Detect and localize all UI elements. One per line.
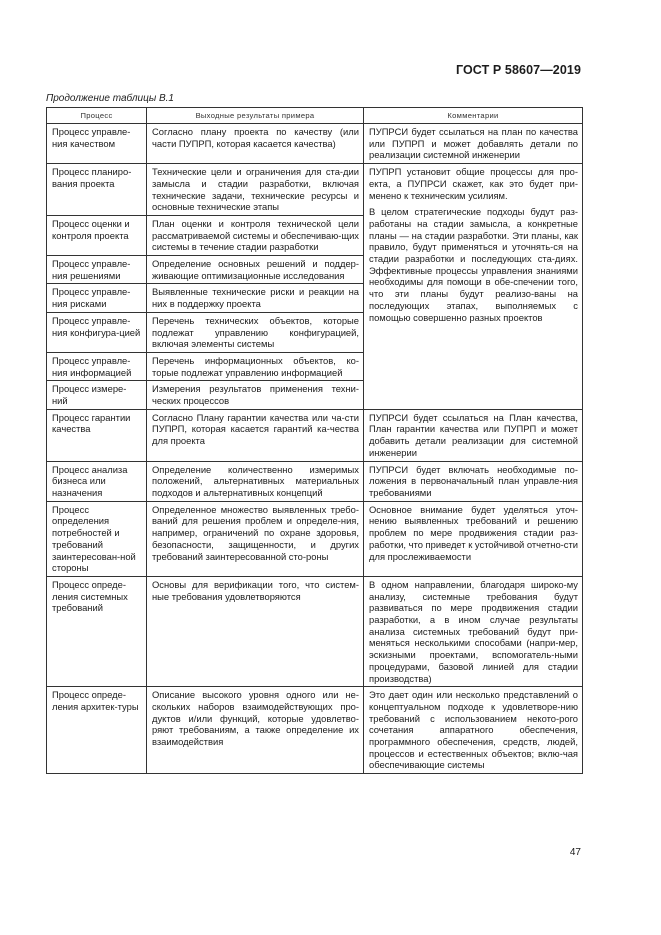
process-cell: Процесс управле-ния решениями [47,256,147,284]
process-cell: Процесс управле-ния конфигура-цией [47,312,147,352]
comment-cell: Это дает один или несколько представлений о концептуальном подходе к удовлетворе-нию требований с использованием некото-рого сочетания аппаратного обеспечения, программного обеспечения, средств, людей, процессов и естественных объектов; вклю-чая обеспечивающие системы [364,687,583,774]
table-row [47,164,583,216]
comment-cell: ПУПРСИ будет ссылаться на План качества, План гарантии качества или ПУПРП и может добавить детали реализации для системной инженерии [364,409,583,461]
output-cell: Согласно Плану гарантии качества или ча-сти ПУПРП, которая касается гарантий ка-чества для проекта [147,409,364,461]
column-header-comments: Комментарии [364,108,583,124]
comment-cell [364,164,583,410]
output-cell: Определенное множество выявленных требо-ваний для решения проблем и определе-ния, например, ограничений по охране здоровья, безопасности, защищенности, и других требований заинтересованной сто-роны [147,501,364,576]
output-cell: План оценки и контроля технической цели рассматриваемой системы и обеспечиваю-щих системы в течение стадии разработки [147,215,364,255]
process-cell: Процесс управле-ния рисками [47,284,147,312]
output-cell: Определение основных решений и поддер-живающие оптимизационные исследования [147,256,364,284]
comment-cell: ПУПРСИ будет ссылаться на план по качества или ПУПРП и может добавлять детали по реализации системной инженерии [364,124,583,164]
table-row [47,124,583,164]
comment-cell: Основное внимание будет уделяться уточ-нению выявленных требований и решению проблем по мере продвижения стадии раз-работки, что приведет к устойчивой отчетно-сти для прослеживаемости [364,501,583,576]
process-cell: Процесс гарантии качества [47,409,147,461]
process-cell: Процесс планиро-вания проекта [47,164,147,216]
page-number: 47 [569,847,581,858]
output-cell: Выявленные технические риски и реакции на них в поддержку проекта [147,284,364,312]
table-row [47,687,583,774]
table-header-row [47,108,583,124]
comment-paragraph: В целом стратегические подходы будут раз-работаны на стадии замысла, а конкретные планы — на стадии разработки. Эти планы, как правило, будут применяться и уточнять-ся на стадии разработки и последующих ста-диях. Эффективные процессы управления знаниями необходимы для помощи в обе-спечении того, что эти планы будут реализо-ваны на последующих этапах, выполняемых с помощью совершенно разных проектов [369,206,578,323]
process-cell: Процесс оценки и контроля проекта [47,215,147,255]
output-cell: Измерения результатов применения техни-ческих процессов [147,381,364,409]
standard-id: ГОСТ Р 58607—2019 [455,63,581,77]
table-row [47,409,583,461]
table-row [47,576,583,686]
comment-paragraph: ПУПРП установит общие процессы для про-екта, а ПУПРСИ скажет, как это будет при-менено к техническим усилиям. [369,166,578,201]
column-header-output: Выходные результаты примера [147,108,364,124]
column-header-process: Процесс [47,108,147,124]
table-row [47,461,583,501]
output-cell: Основы для верификации того, что систем-ные требования удовлетворяются [147,576,364,686]
process-cell: Процесс опреде-ления системных требований [47,576,147,686]
process-cell: Процесс определения потребностей и требований заинтересован-ной стороны [47,501,147,576]
output-cell: Описание высокого уровня одного или не-скольких наборов взаимодействующих про-дуктов и/или функций, которые удовлетво-ряют требованиям, а также определение их взаимодействия [147,687,364,774]
output-cell: Перечень информационных объектов, ко-торые подлежат управлению информацией [147,352,364,380]
output-cell: Согласно плану проекта по качеству (или части ПУПРП, которая касается качества) [147,124,364,164]
process-cell: Процесс анализа бизнеса или назначения [47,461,147,501]
process-cell: Процесс управле-ния информацией [47,352,147,380]
process-cell: Процесс опреде-ления архитек-туры [47,687,147,774]
table-row [47,501,583,576]
output-cell: Определение количественно измеримых положений, альтернативных материальных подходов и альтернативных концепций [147,461,364,501]
comment-cell: В одном направлении, благодаря широко-му анализу, системные требования будут развиваться по мере продвижения стадии разработки, а в ином случае результаты анализа системных требований будут при-меняться несколькими способами (напри-мер, эскизными проектами, вспомогатель-ными процедурами, базовой линией для стадии производства) [364,576,583,686]
process-table [46,107,583,774]
output-cell: Технические цели и ограничения для ста-дии замысла и стадии разработки, включая технические задачи, технические ресурсы и основные технические этапы [147,164,364,216]
table-caption: Продолжение таблицы В.1 [46,93,174,104]
process-cell: Процесс измере-ний [47,381,147,409]
process-cell: Процесс управле-ния качеством [47,124,147,164]
output-cell: Перечень технических объектов, которые подлежат управлению конфигурацией, включая элементы системы [147,312,364,352]
comment-cell: ПУПРСИ будет включать необходимые по-ложения в первоначальный план управле-ния требованиями [364,461,583,501]
